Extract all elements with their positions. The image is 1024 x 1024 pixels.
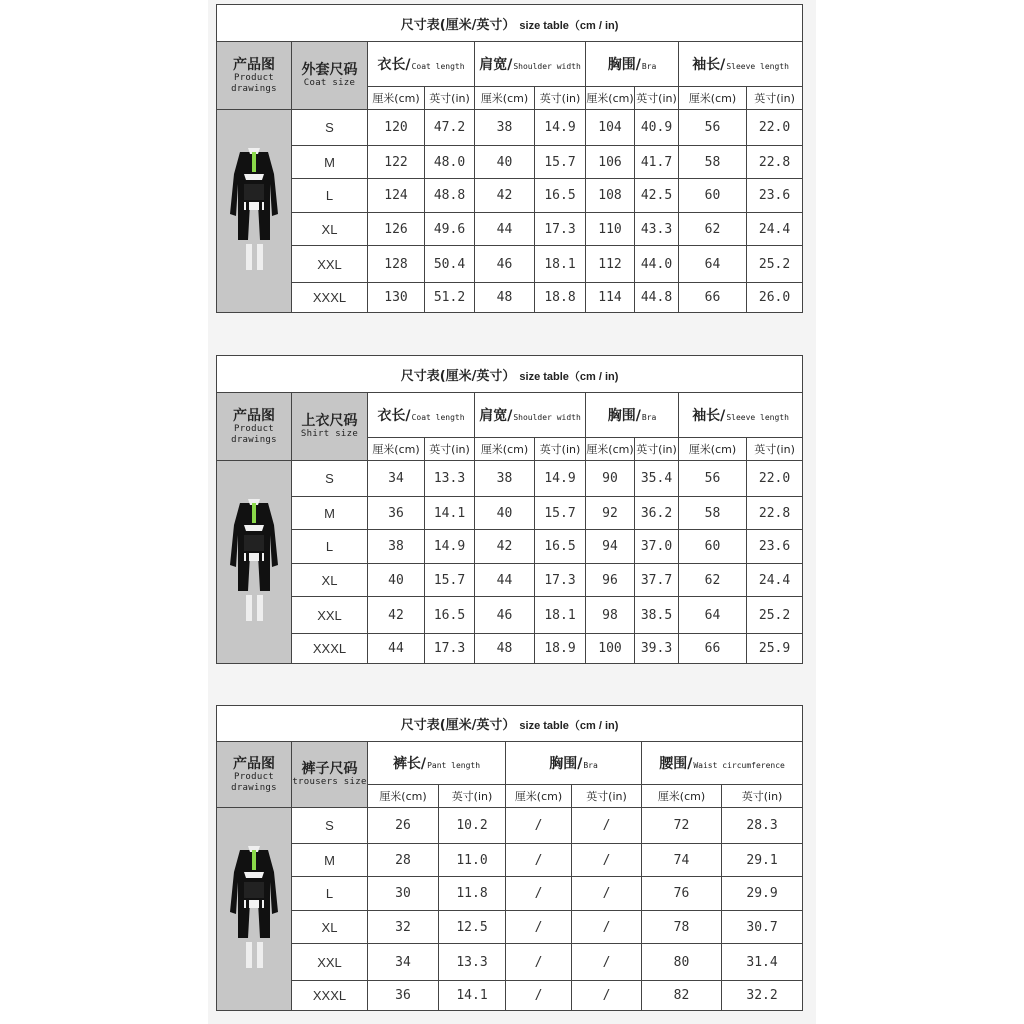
value-cell: 78	[642, 911, 722, 944]
size-label-cell: XXL	[292, 597, 368, 634]
value-cell: 22.8	[747, 146, 803, 179]
value-cell: 48.0	[425, 146, 475, 179]
table-row	[217, 110, 803, 146]
value-cell: 42	[475, 179, 535, 213]
value-cell: 64	[679, 597, 747, 634]
value-cell: 126	[368, 213, 425, 246]
unit-cm: 厘米(cm)	[642, 785, 722, 808]
value-cell: 37.0	[635, 530, 679, 564]
product-outfit-image	[224, 144, 284, 274]
value-cell: 98	[586, 597, 635, 634]
table-row	[217, 179, 803, 213]
value-cell: 82	[642, 981, 722, 1011]
value-cell: 96	[586, 564, 635, 597]
unit-in: 英寸(in)	[747, 87, 803, 110]
group-header-pant-length: 裤长/Pant length	[368, 742, 506, 785]
drawing-label-zh: 产品图	[233, 56, 275, 73]
value-cell: 62	[679, 564, 747, 597]
value-cell: 29.1	[722, 844, 803, 877]
value-cell: 44	[475, 213, 535, 246]
value-cell: /	[572, 911, 642, 944]
drawing-label-zh: 产品图	[233, 407, 275, 424]
value-cell: 110	[586, 213, 635, 246]
value-cell: 14.9	[535, 461, 586, 497]
value-cell: 114	[586, 283, 635, 313]
value-cell: 16.5	[425, 597, 475, 634]
unit-cm: 厘米(cm)	[679, 438, 747, 461]
value-cell: 32	[368, 911, 439, 944]
value-cell: 23.6	[747, 530, 803, 564]
product-drawings-header	[217, 742, 292, 808]
value-cell: 37.7	[635, 564, 679, 597]
table-row	[217, 844, 803, 877]
unit-in: 英寸(in)	[635, 87, 679, 110]
table-row	[217, 877, 803, 911]
value-cell: 36.2	[635, 497, 679, 530]
title-zh: 尺寸表(厘米/英寸）	[400, 718, 516, 733]
value-cell: 35.4	[635, 461, 679, 497]
value-cell: 18.1	[535, 597, 586, 634]
value-cell: 34	[368, 461, 425, 497]
unit-cm: 厘米(cm)	[586, 87, 635, 110]
value-cell: 31.4	[722, 944, 803, 981]
product-drawing-cell	[217, 110, 292, 313]
size-label-en: Shirt size	[300, 429, 359, 439]
size-label-cell: XXXL	[292, 283, 368, 313]
drawing-label-en2: drawings	[231, 434, 277, 445]
value-cell: 15.7	[535, 146, 586, 179]
group-header-bra: 胸围/Bra	[586, 42, 679, 87]
table-row	[217, 911, 803, 944]
value-cell: 14.9	[535, 110, 586, 146]
table-row	[217, 530, 803, 564]
value-cell: /	[506, 981, 572, 1011]
table-title	[217, 356, 803, 393]
value-cell: 46	[475, 597, 535, 634]
table-row	[217, 283, 803, 313]
value-cell: 56	[679, 110, 747, 146]
value-cell: 38	[475, 110, 535, 146]
value-cell: /	[506, 877, 572, 911]
value-cell: /	[506, 911, 572, 944]
value-cell: 34	[368, 944, 439, 981]
value-cell: 24.4	[747, 564, 803, 597]
group-header-shoulder-width: 肩宽/Shoulder width	[475, 42, 586, 87]
value-cell: 112	[586, 246, 635, 283]
title-zh: 尺寸表(厘米/英寸）	[400, 17, 516, 33]
size-header	[292, 393, 368, 461]
value-cell: /	[572, 844, 642, 877]
value-cell: 28.3	[722, 808, 803, 844]
table-row	[217, 564, 803, 597]
value-cell: 72	[642, 808, 722, 844]
unit-cm: 厘米(cm)	[368, 438, 425, 461]
value-cell: 124	[368, 179, 425, 213]
table-row	[217, 461, 803, 497]
value-cell: 14.1	[425, 497, 475, 530]
value-cell: 38	[368, 530, 425, 564]
value-cell: 40	[475, 497, 535, 530]
value-cell: 40.9	[635, 110, 679, 146]
value-cell: 25.9	[747, 634, 803, 664]
unit-cm: 厘米(cm)	[586, 438, 635, 461]
title-zh: 尺寸表(厘米/英寸）	[400, 368, 516, 384]
value-cell: 60	[679, 179, 747, 213]
value-cell: 130	[368, 283, 425, 313]
table-row	[217, 597, 803, 634]
size-label-cell: XL	[292, 564, 368, 597]
value-cell: /	[506, 808, 572, 844]
value-cell: 38	[475, 461, 535, 497]
value-cell: 40	[368, 564, 425, 597]
value-cell: 48	[475, 634, 535, 664]
value-cell: 106	[586, 146, 635, 179]
value-cell: 39.3	[635, 634, 679, 664]
size-label-zh: 外套尺码	[301, 62, 358, 78]
size-label-cell: S	[292, 110, 368, 146]
value-cell: 36	[368, 497, 425, 530]
group-header-coat-length: 衣长/Coat length	[368, 42, 475, 87]
unit-cm: 厘米(cm)	[506, 785, 572, 808]
value-cell: 122	[368, 146, 425, 179]
product-drawing-cell	[217, 808, 292, 1011]
value-cell: 26.0	[747, 283, 803, 313]
size-label-en: Coat size	[303, 78, 356, 88]
drawing-label-en2: drawings	[231, 782, 277, 793]
value-cell: 47.2	[425, 110, 475, 146]
size-label-cell: L	[292, 179, 368, 213]
value-cell: 36	[368, 981, 439, 1011]
unit-in: 英寸(in)	[535, 438, 586, 461]
value-cell: 60	[679, 530, 747, 564]
size-label-cell: M	[292, 146, 368, 179]
value-cell: 22.8	[747, 497, 803, 530]
unit-cm: 厘米(cm)	[368, 785, 439, 808]
value-cell: 49.6	[425, 213, 475, 246]
value-cell: 18.9	[535, 634, 586, 664]
table-row	[217, 944, 803, 981]
table-row	[217, 981, 803, 1011]
value-cell: 24.4	[747, 213, 803, 246]
table-row	[217, 497, 803, 530]
value-cell: 15.7	[535, 497, 586, 530]
value-cell: 14.1	[439, 981, 506, 1011]
value-cell: 30.7	[722, 911, 803, 944]
value-cell: 92	[586, 497, 635, 530]
value-cell: /	[572, 944, 642, 981]
size-label-zh: 裤子尺码	[301, 761, 358, 777]
drawing-label-en1: Product	[233, 423, 275, 434]
table-row	[217, 808, 803, 844]
value-cell: 76	[642, 877, 722, 911]
size-label-cell: XXXL	[292, 634, 368, 664]
drawing-label-zh: 产品图	[233, 755, 275, 772]
unit-in: 英寸(in)	[635, 438, 679, 461]
value-cell: 128	[368, 246, 425, 283]
group-header-bra: 胸围/Bra	[586, 393, 679, 438]
value-cell: 74	[642, 844, 722, 877]
size-label-en: trousers size	[292, 777, 367, 787]
value-cell: 80	[642, 944, 722, 981]
value-cell: 16.5	[535, 530, 586, 564]
value-cell: 22.0	[747, 110, 803, 146]
value-cell: 23.6	[747, 179, 803, 213]
size-label-cell: XL	[292, 911, 368, 944]
table-title	[217, 706, 803, 742]
value-cell: 28	[368, 844, 439, 877]
value-cell: 17.3	[425, 634, 475, 664]
value-cell: 94	[586, 530, 635, 564]
value-cell: 58	[679, 146, 747, 179]
value-cell: 11.0	[439, 844, 506, 877]
unit-cm: 厘米(cm)	[368, 87, 425, 110]
value-cell: 44.0	[635, 246, 679, 283]
value-cell: 32.2	[722, 981, 803, 1011]
value-cell: 18.8	[535, 283, 586, 313]
value-cell: 64	[679, 246, 747, 283]
value-cell: 15.7	[425, 564, 475, 597]
value-cell: 41.7	[635, 146, 679, 179]
unit-in: 英寸(in)	[425, 438, 475, 461]
size-label-zh: 上衣尺码	[301, 413, 358, 429]
value-cell: 17.3	[535, 564, 586, 597]
value-cell: 30	[368, 877, 439, 911]
value-cell: 25.2	[747, 597, 803, 634]
value-cell: 66	[679, 634, 747, 664]
value-cell: 44.8	[635, 283, 679, 313]
unit-cm: 厘米(cm)	[679, 87, 747, 110]
value-cell: 10.2	[439, 808, 506, 844]
unit-in: 英寸(in)	[535, 87, 586, 110]
value-cell: 42.5	[635, 179, 679, 213]
value-cell: 38.5	[635, 597, 679, 634]
value-cell: 29.9	[722, 877, 803, 911]
size-label-cell: S	[292, 461, 368, 497]
table-title	[217, 5, 803, 42]
value-cell: 62	[679, 213, 747, 246]
value-cell: 25.2	[747, 246, 803, 283]
value-cell: /	[572, 808, 642, 844]
value-cell: 56	[679, 461, 747, 497]
unit-cm: 厘米(cm)	[475, 438, 535, 461]
size-label-cell: L	[292, 530, 368, 564]
value-cell: 120	[368, 110, 425, 146]
value-cell: 104	[586, 110, 635, 146]
unit-in: 英寸(in)	[747, 438, 803, 461]
table-row	[217, 146, 803, 179]
value-cell: 13.3	[425, 461, 475, 497]
coat-size-table	[216, 4, 803, 313]
product-drawing-cell	[217, 461, 292, 664]
value-cell: 44	[475, 564, 535, 597]
group-header-bra: 胸围/Bra	[506, 742, 642, 785]
value-cell: 42	[368, 597, 425, 634]
drawing-label-en2: drawings	[231, 83, 277, 94]
value-cell: 16.5	[535, 179, 586, 213]
value-cell: 50.4	[425, 246, 475, 283]
trousers-size-table	[216, 705, 803, 1011]
product-drawings-header	[217, 42, 292, 110]
product-drawings-header	[217, 393, 292, 461]
value-cell: /	[572, 877, 642, 911]
shirt-size-table	[216, 355, 803, 664]
size-label-cell: L	[292, 877, 368, 911]
value-cell: 40	[475, 146, 535, 179]
table-row	[217, 213, 803, 246]
value-cell: 48	[475, 283, 535, 313]
value-cell: 18.1	[535, 246, 586, 283]
value-cell: 13.3	[439, 944, 506, 981]
value-cell: 26	[368, 808, 439, 844]
group-header-coat-length: 衣长/Coat length	[368, 393, 475, 438]
title-en: size table（cm / in)	[519, 370, 619, 383]
group-header-waist: 腰围/Waist circumference	[642, 742, 803, 785]
value-cell: /	[506, 944, 572, 981]
drawing-label-en1: Product	[233, 72, 275, 83]
group-header-shoulder-width: 肩宽/Shoulder width	[475, 393, 586, 438]
product-outfit-image	[224, 495, 284, 625]
value-cell: 66	[679, 283, 747, 313]
group-header-sleeve-length: 袖长/Sleeve length	[679, 42, 803, 87]
size-header	[292, 42, 368, 110]
size-label-cell: XL	[292, 213, 368, 246]
product-outfit-image	[224, 842, 284, 972]
drawing-label-en1: Product	[233, 771, 275, 782]
value-cell: 58	[679, 497, 747, 530]
value-cell: 14.9	[425, 530, 475, 564]
value-cell: 43.3	[635, 213, 679, 246]
unit-in: 英寸(in)	[722, 785, 803, 808]
size-label-cell: S	[292, 808, 368, 844]
unit-in: 英寸(in)	[439, 785, 506, 808]
size-header	[292, 742, 368, 808]
title-en: size table（cm / in)	[519, 720, 619, 732]
size-label-cell: M	[292, 497, 368, 530]
table-row	[217, 634, 803, 664]
size-label-cell: XXL	[292, 944, 368, 981]
value-cell: 100	[586, 634, 635, 664]
value-cell: 44	[368, 634, 425, 664]
table-row	[217, 246, 803, 283]
value-cell: 48.8	[425, 179, 475, 213]
value-cell: /	[506, 844, 572, 877]
value-cell: 51.2	[425, 283, 475, 313]
value-cell: 108	[586, 179, 635, 213]
value-cell: 17.3	[535, 213, 586, 246]
unit-in: 英寸(in)	[425, 87, 475, 110]
value-cell: 22.0	[747, 461, 803, 497]
value-cell: /	[572, 981, 642, 1011]
size-label-cell: XXXL	[292, 981, 368, 1011]
title-en: size table（cm / in)	[519, 19, 619, 32]
value-cell: 90	[586, 461, 635, 497]
value-cell: 11.8	[439, 877, 506, 911]
group-header-sleeve-length: 袖长/Sleeve length	[679, 393, 803, 438]
value-cell: 42	[475, 530, 535, 564]
size-label-cell: M	[292, 844, 368, 877]
unit-in: 英寸(in)	[572, 785, 642, 808]
value-cell: 12.5	[439, 911, 506, 944]
value-cell: 46	[475, 246, 535, 283]
size-label-cell: XXL	[292, 246, 368, 283]
unit-cm: 厘米(cm)	[475, 87, 535, 110]
